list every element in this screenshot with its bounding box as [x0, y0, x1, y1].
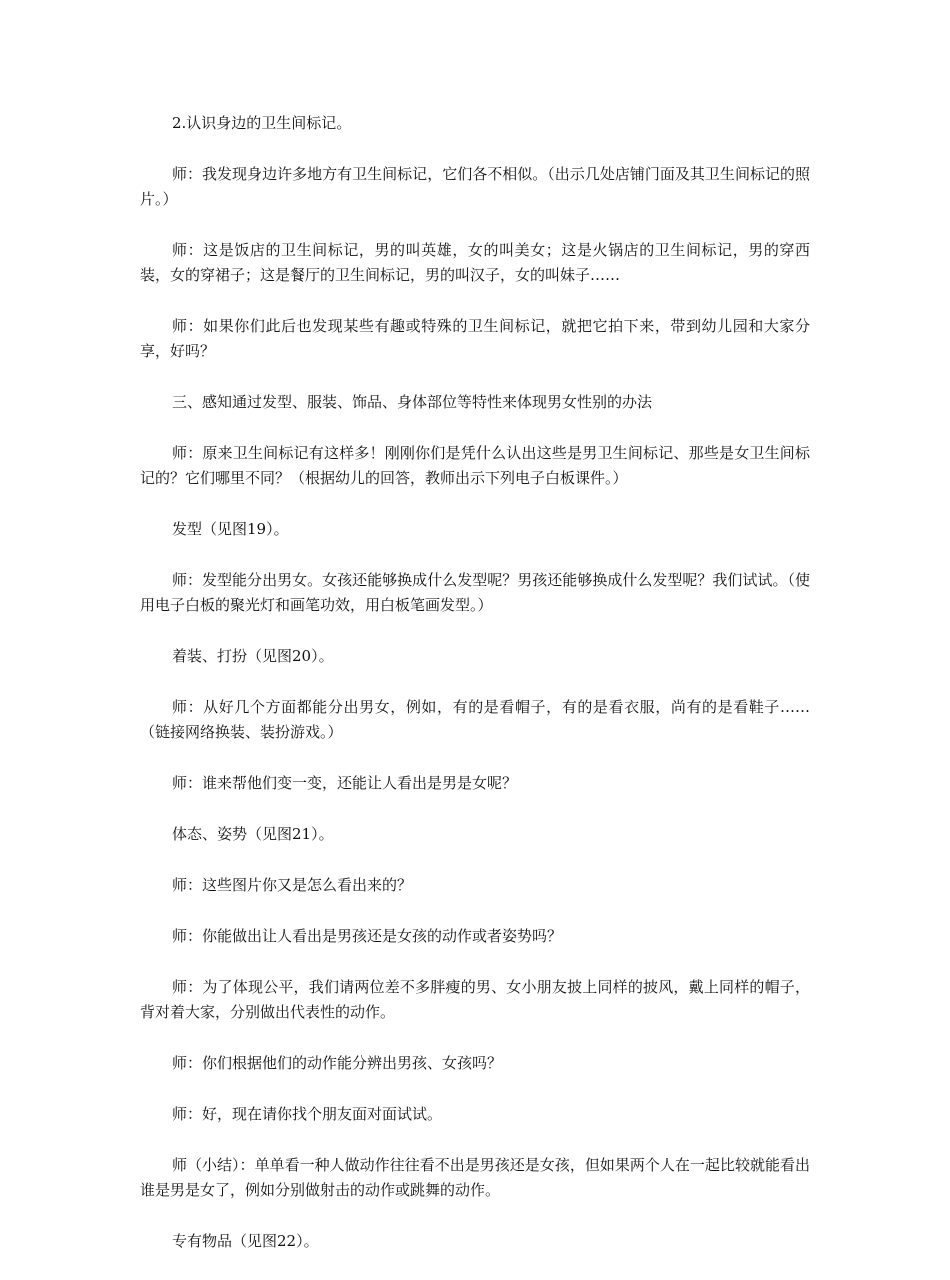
- subheading-posture: 体态、姿势（见图21）。: [172, 825, 334, 843]
- paragraph: 师：原来卫生间标记有这样多！刚刚你们是凭什么认出这些是男卫生间标记、那些是女卫生间标记的？它们哪里不同？（根据幼儿的回答，教师出示下列电子白板课件。）: [140, 444, 810, 487]
- subheading-exclusive-items: 专有物品（见图22）。: [172, 1232, 319, 1250]
- paragraph: 师：这些图片你又是怎么看出来的？: [172, 876, 413, 894]
- paragraph: 师：这是饭店的卫生间标记，男的叫英雄，女的叫美女；这是火锅店的卫生间标记，男的穿西装，女的穿裙子；这是餐厅的卫生间标记，男的叫汉子，女的叫妹子……: [140, 241, 810, 284]
- paragraph: 师：谁来帮他们变一变，还能让人看出是男是女呢？: [172, 774, 518, 792]
- subheading-clothing: 着装、打扮（见图20）。: [172, 647, 334, 665]
- paragraph: 师：发型能分出男女。女孩还能够换成什么发型呢？男孩还能够换成什么发型呢？我们试试。（使用电子白板的聚光灯和画笔功效，用白板笔画发型。）: [140, 571, 810, 614]
- paragraph: 师：为了体现公平，我们请两位差不多胖瘦的男、女小朋友披上同样的披风，戴上同样的帽子，背对着大家，分别做出代表性的动作。: [140, 978, 810, 1021]
- paragraph: 师：从好几个方面都能分出男女，例如，有的是看帽子，有的是看衣服，尚有的是看鞋子……（链接网络换装、装扮游戏。）: [140, 698, 810, 741]
- paragraph-summary: 师（小结）：单单看一种人做动作往往看不出是男孩还是女孩，但如果两个人在一起比较就能看出谁是男是女了，例如分别做射击的动作或跳舞的动作。: [140, 1156, 810, 1199]
- section-heading-restroom-signs: 2.认识身边的卫生间标记。: [172, 114, 352, 132]
- section-heading-gender-features: 三、感知通过发型、服装、饰品、身体部位等特性来体现男女性别的办法: [172, 393, 653, 411]
- document-page: [140, 111, 810, 1280]
- subheading-hairstyle: 发型（见图19）。: [172, 520, 289, 538]
- paragraph: 师：我发现身边许多地方有卫生间标记，它们各不相似。（出示几处店铺门面及其卫生间标记的照片。）: [140, 165, 810, 208]
- paragraph: 师：你能做出让人看出是男孩还是女孩的动作或者姿势吗？: [172, 927, 563, 945]
- paragraph: 师：你们根据他们的动作能分辨出男孩、女孩吗？: [172, 1054, 503, 1072]
- paragraph: 师：好，现在请你找个朋友面对面试试。: [172, 1105, 443, 1123]
- paragraph: 师：如果你们此后也发现某些有趣或特殊的卫生间标记，就把它拍下来，带到幼儿园和大家分享，好吗？: [140, 317, 810, 360]
